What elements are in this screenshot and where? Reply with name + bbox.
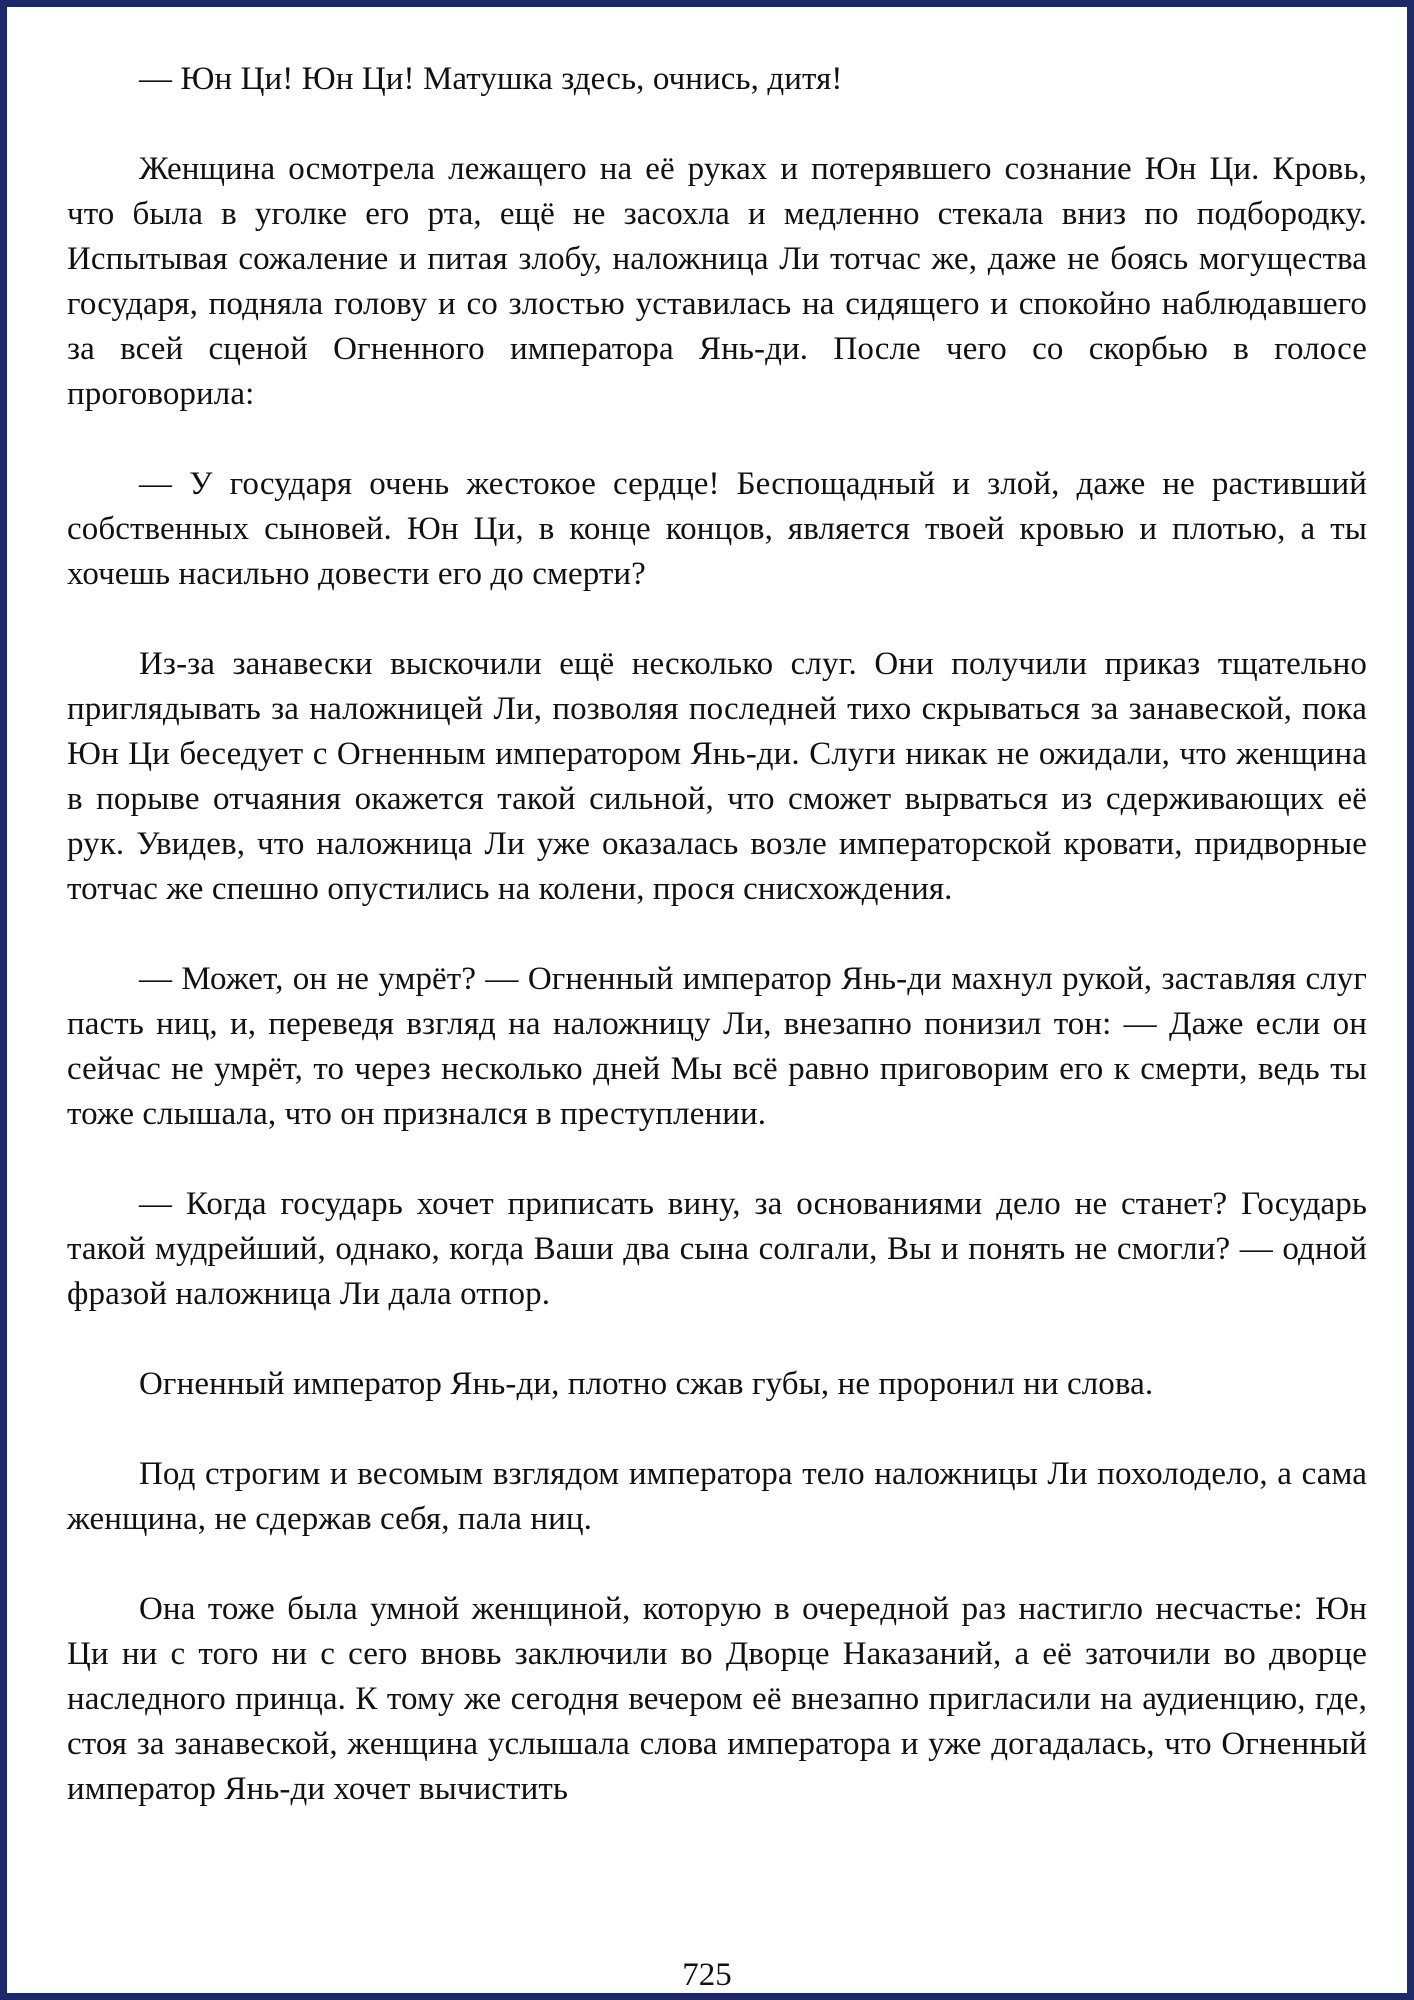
paragraph: — Юн Ци! Юн Ци! Матушка здесь, очнись, дитя! [139, 61, 843, 97]
paragraph: Из-за занавески выскочили ещё несколько слуг. Они получили приказ тщательно приглядывать за наложницей Ли, позволяя последней тихо скрываться за занавеской, пока Юн Ци беседует с Огненным императором Янь-ди. Слуги никак не ожидали, что женщина в порыве отчаяния окажется такой сильной, что сможет вырваться из сдерживающих её рук. Увидев, что наложница Ли уже оказалась возле императорской кровати, придворные тотчас же спешно опустились на колени, прося снисхождения. [67, 646, 1367, 907]
paragraph: — Может, он не умрёт? — Огненный император Янь-ди махнул рукой, заставляя слуг пасть ниц, и, переведя взгляд на наложницу Ли, внезапно понизил тон: — Даже если он сейчас не умрёт, то через несколько дней Мы всё равно приговорим его к смерти, ведь ты тоже слышала, что он признался в преступлении. [67, 961, 1367, 1132]
paragraph: — У государя очень жестокое сердце! Беспощадный и злой, даже не растивший собственных сыновей. Юн Ци, в конце концов, является твоей кровью и плотью, а ты хочешь насильно довести его до смерти? [67, 466, 1367, 592]
paragraph: Женщина осмотрела лежащего на её руках и потерявшего сознание Юн Ци. Кровь, что была в уголке его рта, ещё не засохла и медленно стекала вниз по подбородку. Испытывая сожаление и питая злобу, наложница Ли тотчас же, даже не боясь могущества государя, подняла голову и со злостью уставилась на сидящего и спокойно наблюдавшего за всей сценой Огненного императора Янь-ди. После чего со скорбью в голосе проговорила: [67, 151, 1367, 412]
page-body [67, 57, 1367, 1857]
paragraph: Под строгим и весомым взглядом императора тело наложницы Ли похолодело, а сама женщина, не сдержав себя, пала ниц. [67, 1456, 1367, 1537]
page-number: 725 [682, 1957, 732, 1993]
paragraph: Огненный император Янь-ди, плотно сжав губы, не проронил ни слова. [139, 1366, 1154, 1402]
paragraph: Она тоже была умной женщиной, которую в очередной раз настигло несчастье: Юн Ци ни с того ни с сего вновь заключили во Дворце Наказаний, а её заточили во дворце наследного принца. К тому же сегодня вечером её внезапно пригласили на аудиенцию, где, стоя за занавеской, женщина услышала слова императора и уже догадалась, что Огненный император Янь-ди хочет вычистить [67, 1591, 1367, 1807]
paragraph: — Когда государь хочет приписать вину, за основаниями дело не станет? Государь такой мудрейший, однако, когда Ваши два сына солгали, Вы и понять не смогли? — одной фразой наложница Ли дала отпор. [67, 1186, 1367, 1312]
